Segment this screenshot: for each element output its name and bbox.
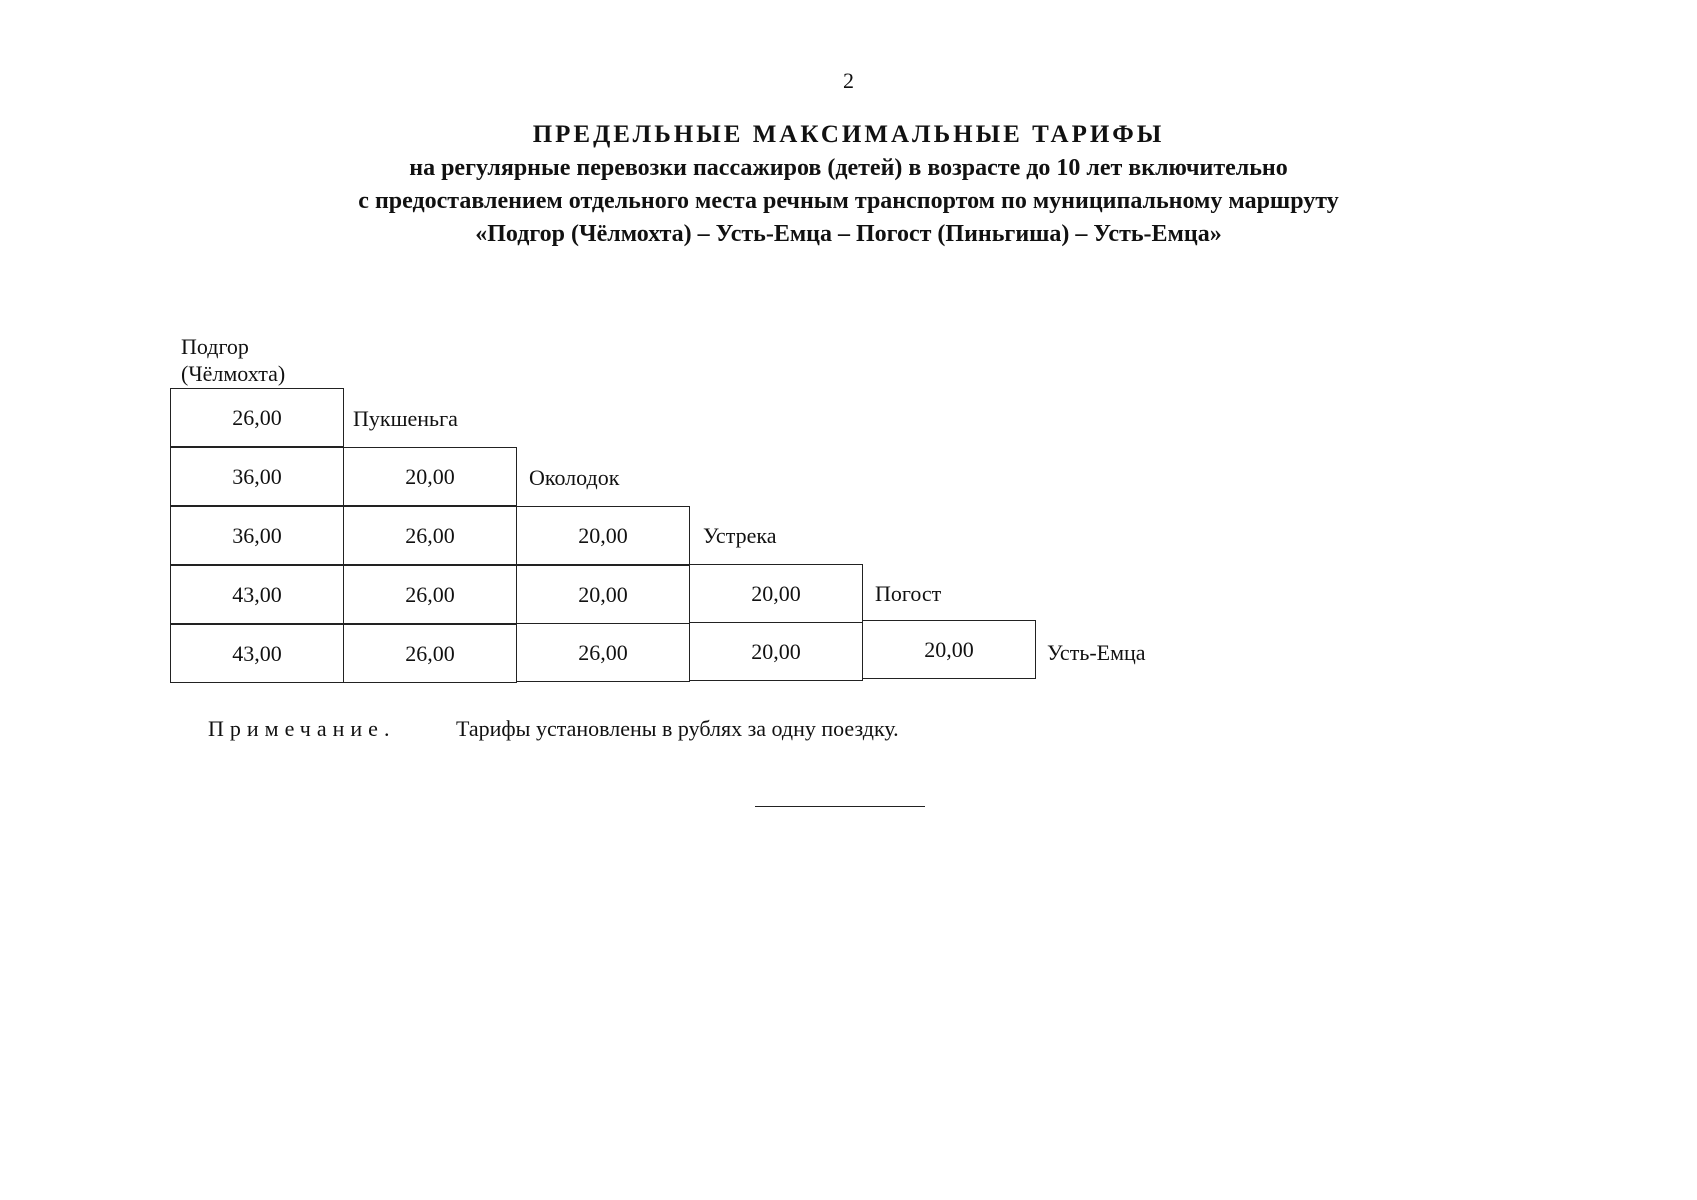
fare-cell: 26,00: [170, 388, 344, 447]
title-line-2: с предоставлением отдельного места речным транспортом по муниципальному маршруту: [358, 188, 1339, 214]
stop-label-okolodok: Околодок: [529, 465, 620, 490]
title-main: ПРЕДЕЛЬНЫЕ МАКСИМАЛЬНЫЕ ТАРИФЫ: [532, 121, 1165, 148]
fare-cell: 20,00: [689, 564, 863, 623]
fare-cell: 20,00: [516, 506, 690, 565]
fare-cell: 26,00: [343, 506, 517, 565]
fare-cell: 36,00: [170, 506, 344, 565]
stop-label-ust-emtsa: Усть-Емца: [1047, 640, 1146, 665]
end-rule: [755, 806, 925, 807]
fare-cell: 20,00: [862, 620, 1036, 679]
fare-cell: 26,00: [516, 623, 690, 682]
page-number: 2: [843, 68, 854, 93]
fare-cell: 43,00: [170, 565, 344, 624]
stop-label-pukshenga: Пукшеньга: [353, 406, 458, 431]
fare-cell: 36,00: [170, 447, 344, 506]
note-text: Тарифы установлены в рублях за одну поездку.: [456, 716, 899, 741]
stop-label-pogost: Погост: [875, 581, 942, 606]
fare-cell: 20,00: [516, 565, 690, 624]
fare-cell: 26,00: [343, 624, 517, 683]
note: [208, 716, 899, 742]
stop-label-ustreka: Устрека: [703, 523, 777, 548]
note-label: Примечание.: [208, 716, 396, 741]
title-line-3: «Подгор (Чёлмохта) – Усть-Емца – Погост (Пиньгиша) – Усть-Емца»: [475, 221, 1222, 247]
fare-cell: 43,00: [170, 624, 344, 683]
fare-cell: 20,00: [689, 622, 863, 681]
title-line-1: на регулярные перевозки пассажиров (детей) в возрасте до 10 лет включительно: [409, 155, 1288, 181]
stop-label-podgor: Подгор (Чёлмохта): [181, 334, 286, 386]
fare-cell: 26,00: [343, 565, 517, 624]
fare-cell: 20,00: [343, 447, 517, 506]
